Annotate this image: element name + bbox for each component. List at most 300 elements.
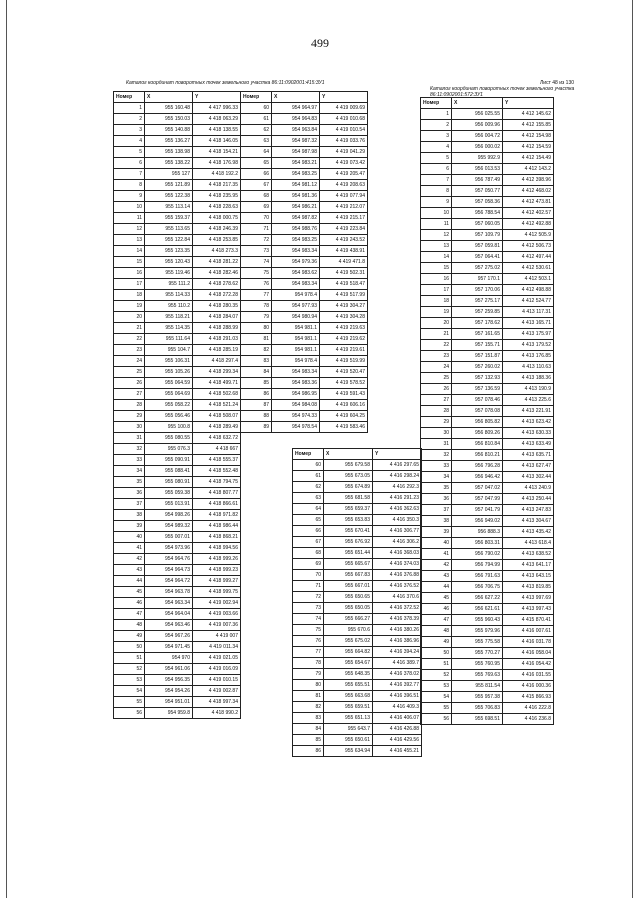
- coordinate-table-b: [240, 91, 368, 433]
- point-number: 8: [114, 180, 145, 191]
- coord-y: 4 418 272.28: [193, 290, 241, 301]
- coord-x: 955 659.37: [324, 504, 373, 515]
- table-row: [421, 560, 554, 571]
- point-number: 77: [293, 647, 324, 658]
- coord-y: 4 413 240.9: [503, 483, 554, 494]
- point-number: 15: [421, 263, 452, 274]
- point-number: 3: [114, 125, 145, 136]
- table-row: [421, 439, 554, 450]
- coord-y: 4 413 997.69: [503, 593, 554, 604]
- point-number: 16: [114, 268, 145, 279]
- coord-x: 955 679.58: [324, 460, 373, 471]
- coord-y: 4 416 376.52: [373, 581, 422, 592]
- point-number: 74: [293, 614, 324, 625]
- point-number: 36: [421, 494, 452, 505]
- coord-x: 954 978.4: [272, 356, 320, 367]
- coord-y: 4 419 304.28: [320, 312, 368, 323]
- header-number: Номер: [293, 449, 324, 460]
- header-x: X: [452, 98, 503, 109]
- coord-x: 957 109.79: [452, 230, 503, 241]
- header-y: Y: [193, 92, 241, 103]
- point-number: 61: [241, 114, 272, 125]
- coord-y: 4 419 591.43: [320, 389, 368, 400]
- coord-x: 957 136.59: [452, 384, 503, 395]
- point-number: 70: [241, 213, 272, 224]
- table-row: [114, 125, 241, 136]
- coord-y: 4 418 176.98: [193, 158, 241, 169]
- coord-x: 955 110.2: [145, 301, 193, 312]
- table-row: [421, 626, 554, 637]
- table-row: [241, 169, 368, 180]
- table-row: [421, 571, 554, 582]
- coord-x: 955 136.27: [145, 136, 193, 147]
- coord-y: 4 416 429.56: [373, 735, 422, 746]
- table-row: [114, 224, 241, 235]
- table-row: [421, 285, 554, 296]
- coord-y: 4 416 292.3: [373, 482, 422, 493]
- table-row: [241, 257, 368, 268]
- coord-x: 956 810.21: [452, 450, 503, 461]
- table-row: [421, 395, 554, 406]
- coord-y: 4 413 117.31: [503, 307, 554, 318]
- table-row: [114, 510, 241, 521]
- coord-x: 954 970: [145, 653, 193, 664]
- header-y: Y: [373, 449, 422, 460]
- coord-x: 954 973.96: [145, 543, 193, 554]
- table-row: [293, 581, 422, 592]
- coord-x: 955 119.46: [145, 268, 193, 279]
- point-number: 39: [114, 521, 145, 532]
- coord-x: 954 983.62: [272, 268, 320, 279]
- coord-x: 954 987.32: [272, 136, 320, 147]
- point-number: 50: [421, 648, 452, 659]
- table-row: [421, 384, 554, 395]
- coord-x: 955 676.92: [324, 537, 373, 548]
- coord-y: 4 418 999.23: [193, 565, 241, 576]
- point-number: 63: [241, 136, 272, 147]
- coord-y: 4 412 468.02: [503, 186, 554, 197]
- point-number: 30: [421, 428, 452, 439]
- coord-x: 956 946.42: [452, 472, 503, 483]
- coord-y: 4 418 297.4: [193, 356, 241, 367]
- header-y: Y: [503, 98, 554, 109]
- coord-y: 4 419 471.8: [320, 257, 368, 268]
- point-number: 46: [421, 604, 452, 615]
- coord-x: 954 983.21: [272, 158, 320, 169]
- coord-y: 4 416 007.61: [503, 626, 554, 637]
- point-number: 27: [421, 395, 452, 406]
- coord-x: 954 963.78: [145, 587, 193, 598]
- table-row: [241, 268, 368, 279]
- coord-x: 955 120.43: [145, 257, 193, 268]
- point-number: 25: [421, 373, 452, 384]
- point-number: 82: [241, 345, 272, 356]
- point-number: 3: [421, 131, 452, 142]
- table-row: [421, 461, 554, 472]
- coord-x: 956 009.96: [452, 120, 503, 131]
- table-row: [241, 323, 368, 334]
- coord-x: 956 787.49: [452, 175, 503, 186]
- coord-y: 4 416 370.6: [373, 592, 422, 603]
- table-row: [421, 549, 554, 560]
- coord-x: 957 078.08: [452, 406, 503, 417]
- point-number: 82: [293, 702, 324, 713]
- table-row: [421, 263, 554, 274]
- coord-y: 4 416 392.77: [373, 680, 422, 691]
- point-number: 11: [114, 213, 145, 224]
- coord-y: 4 416 297.65: [373, 460, 422, 471]
- point-number: 66: [241, 169, 272, 180]
- coord-x: 954 989.32: [145, 521, 193, 532]
- point-number: 35: [114, 477, 145, 488]
- coord-x: 955 058.22: [145, 400, 193, 411]
- coord-x: 954 977.93: [272, 301, 320, 312]
- coord-y: 4 412 154.59: [503, 142, 554, 153]
- point-number: 13: [421, 241, 452, 252]
- coord-y: 4 419 002.94: [193, 598, 241, 609]
- coord-y: 4 412 398.96: [503, 175, 554, 186]
- coord-x: 957 078.46: [452, 395, 503, 406]
- table-row: [421, 505, 554, 516]
- point-number: 68: [293, 548, 324, 559]
- point-number: 28: [114, 400, 145, 411]
- coord-x: 955 667.83: [324, 570, 373, 581]
- point-number: 76: [241, 279, 272, 290]
- coord-x: 954 954.26: [145, 686, 193, 697]
- coord-x: 957 260.02: [452, 362, 503, 373]
- coord-y: 4 419 077.94: [320, 191, 368, 202]
- point-number: 76: [293, 636, 324, 647]
- table-row: [114, 488, 241, 499]
- point-number: 75: [241, 268, 272, 279]
- point-number: 26: [114, 378, 145, 389]
- coord-x: 954 983.36: [272, 378, 320, 389]
- point-number: 4: [114, 136, 145, 147]
- coord-y: 4 416 306.2: [373, 537, 422, 548]
- coord-x: 955 113.14: [145, 202, 193, 213]
- table-row: [114, 103, 241, 114]
- coord-y: 4 413 302.44: [503, 472, 554, 483]
- coord-y: 4 413 165.71: [503, 318, 554, 329]
- coord-x: 955 681.58: [324, 493, 373, 504]
- point-number: 71: [293, 581, 324, 592]
- coord-y: 4 416 378.39: [373, 614, 422, 625]
- coord-y: 4 418 999.75: [193, 587, 241, 598]
- header-number: Номер: [114, 92, 145, 103]
- coord-x: 955 760.95: [452, 659, 503, 670]
- coord-y: 4 413 225.6: [503, 395, 554, 406]
- coord-y: 4 418 278.62: [193, 279, 241, 290]
- coord-x: 954 979.36: [272, 257, 320, 268]
- table-row: [114, 521, 241, 532]
- point-number: 23: [114, 345, 145, 356]
- table-row: [421, 208, 554, 219]
- coord-y: 4 418 281.22: [193, 257, 241, 268]
- coord-y: 4 418 235.95: [193, 191, 241, 202]
- coord-y: 4 419 604.25: [320, 411, 368, 422]
- table-row: [114, 202, 241, 213]
- coord-x: 956 796.28: [452, 461, 503, 472]
- coord-y: 4 419 002.87: [193, 686, 241, 697]
- coord-x: 955 150.03: [145, 114, 193, 125]
- coord-x: 954 959.8: [145, 708, 193, 719]
- table-row: [421, 241, 554, 252]
- table-row: [114, 345, 241, 356]
- point-number: 28: [421, 406, 452, 417]
- coord-x: 955 651.44: [324, 548, 373, 559]
- coord-y: 4 418 299.34: [193, 367, 241, 378]
- coord-x: 955 650.65: [324, 592, 373, 603]
- table-row: [114, 411, 241, 422]
- coord-x: 955 675.02: [324, 636, 373, 647]
- table-row: [421, 307, 554, 318]
- coord-x: 955 706.83: [452, 703, 503, 714]
- coord-x: 955 663.68: [324, 691, 373, 702]
- point-number: 87: [241, 400, 272, 411]
- coord-y: 4 418 253.85: [193, 235, 241, 246]
- point-number: 6: [114, 158, 145, 169]
- coord-y: 4 419 518.47: [320, 279, 368, 290]
- coord-x: 954 981.1: [272, 334, 320, 345]
- coord-x: 954 964.72: [145, 576, 193, 587]
- table-row: [421, 582, 554, 593]
- coord-y: 4 418 282.46: [193, 268, 241, 279]
- coord-y: 4 419 011.34: [193, 642, 241, 653]
- coord-y: 4 416 031.78: [503, 637, 554, 648]
- coord-y: 4 419 010.68: [320, 114, 368, 125]
- table-row: [241, 147, 368, 158]
- point-number: 71: [241, 224, 272, 235]
- table-row: [114, 598, 241, 609]
- coord-x: 955 650.05: [324, 603, 373, 614]
- table-row: [241, 422, 368, 433]
- point-number: 51: [421, 659, 452, 670]
- point-number: 65: [241, 158, 272, 169]
- point-number: 80: [241, 323, 272, 334]
- table-row: [114, 334, 241, 345]
- table-row: [421, 175, 554, 186]
- point-number: 31: [114, 433, 145, 444]
- coord-x: 957 132.93: [452, 373, 503, 384]
- table-row: [421, 373, 554, 384]
- coord-x: 955 670.41: [324, 526, 373, 537]
- point-number: 30: [114, 422, 145, 433]
- coord-y: 4 416 389.7: [373, 658, 422, 669]
- coord-y: 4 416 031.55: [503, 670, 554, 681]
- coord-x: 955 650.61: [324, 735, 373, 746]
- point-number: 41: [421, 549, 452, 560]
- coord-y: 4 418 632.72: [193, 433, 241, 444]
- coord-x: 954 964.83: [272, 114, 320, 125]
- coord-y: 4 413 997.43: [503, 604, 554, 615]
- coord-x: 955 059.38: [145, 488, 193, 499]
- table-row: [114, 455, 241, 466]
- point-number: 11: [421, 219, 452, 230]
- table-row: [114, 378, 241, 389]
- coord-x: 954 963.46: [145, 620, 193, 631]
- table-row: [241, 125, 368, 136]
- point-number: 33: [421, 461, 452, 472]
- point-number: 40: [421, 538, 452, 549]
- table-row: [421, 274, 554, 285]
- table-row: [114, 675, 241, 686]
- point-number: 42: [421, 560, 452, 571]
- point-number: 67: [241, 180, 272, 191]
- table-header-row: [241, 92, 368, 103]
- table-row: [421, 670, 554, 681]
- table-row: [241, 235, 368, 246]
- point-number: 44: [421, 582, 452, 593]
- point-number: 7: [421, 175, 452, 186]
- table-row: [241, 389, 368, 400]
- table-row: [293, 515, 422, 526]
- coord-y: 4 416 058.04: [503, 648, 554, 659]
- point-number: 12: [421, 230, 452, 241]
- coord-y: 4 417 996.33: [193, 103, 241, 114]
- coord-y: 4 412 155.85: [503, 120, 554, 131]
- point-number: 62: [293, 482, 324, 493]
- table-row: [421, 516, 554, 527]
- coord-y: 4 416 455.21: [373, 746, 422, 757]
- header-number: Номер: [241, 92, 272, 103]
- table-header-row: [421, 98, 554, 109]
- table-row: [114, 697, 241, 708]
- table-row: [114, 169, 241, 180]
- point-number: 38: [421, 516, 452, 527]
- coord-x: 955 106.31: [145, 356, 193, 367]
- coord-y: 4 413 633.49: [503, 439, 554, 450]
- point-number: 44: [114, 576, 145, 587]
- table-row: [421, 615, 554, 626]
- left-table-caption: Каталог координат поворотных точек земельного участка 86:11:0902001:415:ЗУ1: [126, 80, 325, 86]
- table-row: [114, 257, 241, 268]
- coord-y: 4 419 517.99: [320, 290, 368, 301]
- point-number: 86: [293, 746, 324, 757]
- coord-x: 955 659.51: [324, 702, 373, 713]
- table-row: [114, 444, 241, 455]
- coord-y: 4 419 520.47: [320, 367, 368, 378]
- coord-y: 4 416 386.96: [373, 636, 422, 647]
- coord-x: 954 988.76: [272, 224, 320, 235]
- coord-y: 4 419 208.63: [320, 180, 368, 191]
- point-number: 14: [421, 252, 452, 263]
- coord-x: 954 971.45: [145, 642, 193, 653]
- table-row: [114, 268, 241, 279]
- point-number: 60: [241, 103, 272, 114]
- point-number: 46: [114, 598, 145, 609]
- coord-y: 4 418 284.07: [193, 312, 241, 323]
- table-row: [241, 301, 368, 312]
- point-number: 56: [421, 714, 452, 725]
- table-row: [114, 543, 241, 554]
- coord-x: 954 964.04: [145, 609, 193, 620]
- point-number: 73: [241, 246, 272, 257]
- coord-y: 4 416 054.42: [503, 659, 554, 670]
- coord-y: 4 419 009.69: [320, 103, 368, 114]
- coord-x: 954 983.34: [272, 246, 320, 257]
- table-row: [421, 648, 554, 659]
- point-number: 18: [421, 296, 452, 307]
- point-number: 80: [293, 680, 324, 691]
- coord-y: 4 416 406.07: [373, 713, 422, 724]
- point-number: 31: [421, 439, 452, 450]
- coord-x: 954 987.98: [272, 147, 320, 158]
- table-row: [241, 136, 368, 147]
- coord-x: 954 978.4: [272, 290, 320, 301]
- coord-y: 4 419 033.76: [320, 136, 368, 147]
- point-number: 84: [241, 367, 272, 378]
- table-row: [421, 329, 554, 340]
- point-number: 13: [114, 235, 145, 246]
- point-number: 52: [114, 664, 145, 675]
- point-number: 34: [114, 466, 145, 477]
- coord-y: 4 418 138.55: [193, 125, 241, 136]
- coord-y: 4 418 289.49: [193, 422, 241, 433]
- point-number: 88: [241, 411, 272, 422]
- point-number: 74: [241, 257, 272, 268]
- coord-x: 955 664.82: [324, 647, 373, 658]
- coord-y: 4 418 499.71: [193, 378, 241, 389]
- point-number: 72: [241, 235, 272, 246]
- point-number: 89: [241, 422, 272, 433]
- point-number: 20: [421, 318, 452, 329]
- table-row: [241, 367, 368, 378]
- coord-y: 4 413 618.4: [503, 538, 554, 549]
- table-row: [241, 180, 368, 191]
- coord-x: 955 665.67: [324, 559, 373, 570]
- table-row: [421, 153, 554, 164]
- point-number: 4: [421, 142, 452, 153]
- table-row: [241, 290, 368, 301]
- coord-x: 954 963.34: [145, 598, 193, 609]
- table-row: [421, 692, 554, 703]
- coord-x: 955 056.46: [145, 411, 193, 422]
- table-row: [421, 593, 554, 604]
- coord-x: 956 706.75: [452, 582, 503, 593]
- point-number: 2: [421, 120, 452, 131]
- table-row: [421, 340, 554, 351]
- table-row: [293, 537, 422, 548]
- point-number: 86: [241, 389, 272, 400]
- coord-x: 955 770.27: [452, 648, 503, 659]
- coord-y: 4 419 578.52: [320, 378, 368, 389]
- point-number: 29: [421, 417, 452, 428]
- point-number: 55: [421, 703, 452, 714]
- point-number: 79: [241, 312, 272, 323]
- coord-x: 956 790.02: [452, 549, 503, 560]
- table-row: [114, 367, 241, 378]
- point-number: 5: [114, 147, 145, 158]
- coord-x: 954 964.76: [145, 554, 193, 565]
- coord-y: 4 416 409.3: [373, 702, 422, 713]
- coord-x: 955 667.01: [324, 581, 373, 592]
- table-row: [114, 158, 241, 169]
- point-number: 22: [114, 334, 145, 345]
- header-x: X: [145, 92, 193, 103]
- point-number: 43: [421, 571, 452, 582]
- point-number: 54: [114, 686, 145, 697]
- coord-y: 4 413 176.85: [503, 351, 554, 362]
- coord-y: 4 413 221.91: [503, 406, 554, 417]
- coord-x: 955 113.65: [145, 224, 193, 235]
- table-row: [241, 378, 368, 389]
- coord-y: 4 413 179.52: [503, 340, 554, 351]
- table-row: [421, 230, 554, 241]
- coord-x: 956 025.55: [452, 109, 503, 120]
- table-row: [114, 235, 241, 246]
- coord-y: 4 419 021.05: [193, 653, 241, 664]
- coord-x: 954 980.94: [272, 312, 320, 323]
